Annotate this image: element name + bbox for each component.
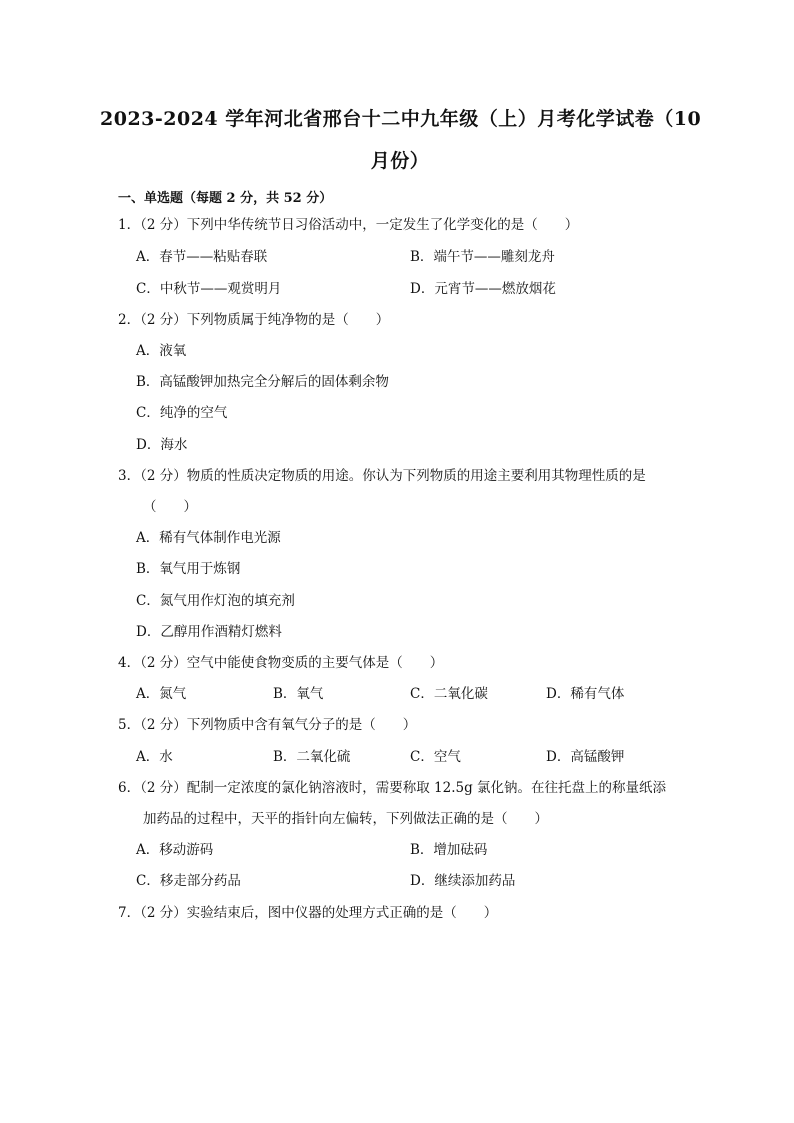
question-3-option-c: C．氮气用作灯泡的填充剂 [136, 593, 295, 609]
question-2-stem: 2．（2 分）下列物质属于纯净物的是（ ） [118, 312, 390, 328]
question-1-option-c: C．中秋节——观赏明月 [136, 281, 282, 297]
question-3-stem-cont: （ ） [143, 499, 197, 515]
question-5-option-c: C．空气 [410, 749, 461, 765]
question-2-option-c: C．纯净的空气 [136, 405, 228, 421]
question-4-option-d: D．稀有气体 [546, 686, 625, 702]
question-1-option-d: D．元宵节——燃放烟花 [410, 281, 556, 297]
question-6-option-d: D．继续添加药品 [410, 873, 516, 889]
question-6-option-b: B．增加砝码 [410, 842, 488, 858]
question-6-stem: 6．（2 分）配制一定浓度的氯化钠溶液时，需要称取 12.5g 氯化钠。在往托盘上的称量纸添 [118, 780, 667, 796]
question-1-option-a: A．春节——粘贴春联 [136, 249, 268, 265]
question-4-stem: 4．（2 分）空气中能使食物变质的主要气体是（ ） [118, 655, 444, 671]
question-3-option-b: B．氧气用于炼钢 [136, 561, 241, 577]
question-6-stem-cont: 加药品的过程中，天平的指针向左偏转，下列做法正确的是（ ） [143, 811, 548, 827]
question-5-stem: 5．（2 分）下列物质中含有氧气分子的是（ ） [118, 717, 417, 733]
question-7-stem: 7．（2 分）实验结束后，图中仪器的处理方式正确的是（ ） [118, 905, 498, 921]
question-4-option-a: A．氮气 [136, 686, 187, 702]
question-4-option-c: C．二氧化碳 [410, 686, 488, 702]
question-1-option-b: B．端午节——雕刻龙舟 [410, 249, 555, 265]
section-header: 一、单选题（每题 2 分，共 52 分） [118, 191, 333, 206]
question-2-option-d: D．海水 [136, 437, 188, 453]
question-1-stem: 1．（2 分）下列中华传统节日习俗活动中，一定发生了化学变化的是（ ） [118, 217, 579, 233]
exam-title-line2: 月份） [370, 150, 430, 172]
question-6-option-a: A．移动游码 [136, 842, 214, 858]
exam-title-line1: 2023-2024 学年河北省邢台十二中九年级（上）月考化学试卷（10 [100, 108, 702, 130]
question-2-option-a: A．液氧 [136, 343, 187, 359]
question-6-option-c: C．移走部分药品 [136, 873, 241, 889]
question-2-option-b: B．高锰酸钾加热完全分解后的固体剩余物 [136, 374, 389, 390]
question-4-option-b: B．氧气 [273, 686, 324, 702]
question-5-option-b: B．二氧化硫 [273, 749, 351, 765]
question-3-option-a: A．稀有气体制作电光源 [136, 530, 281, 546]
question-5-option-a: A．水 [136, 749, 173, 765]
question-3-stem: 3．（2 分）物质的性质决定物质的用途。你认为下列物质的用途主要利用其物理性质的是 [118, 468, 646, 484]
question-3-option-d: D．乙醇用作酒精灯燃料 [136, 624, 282, 640]
question-5-option-d: D．高锰酸钾 [546, 749, 625, 765]
